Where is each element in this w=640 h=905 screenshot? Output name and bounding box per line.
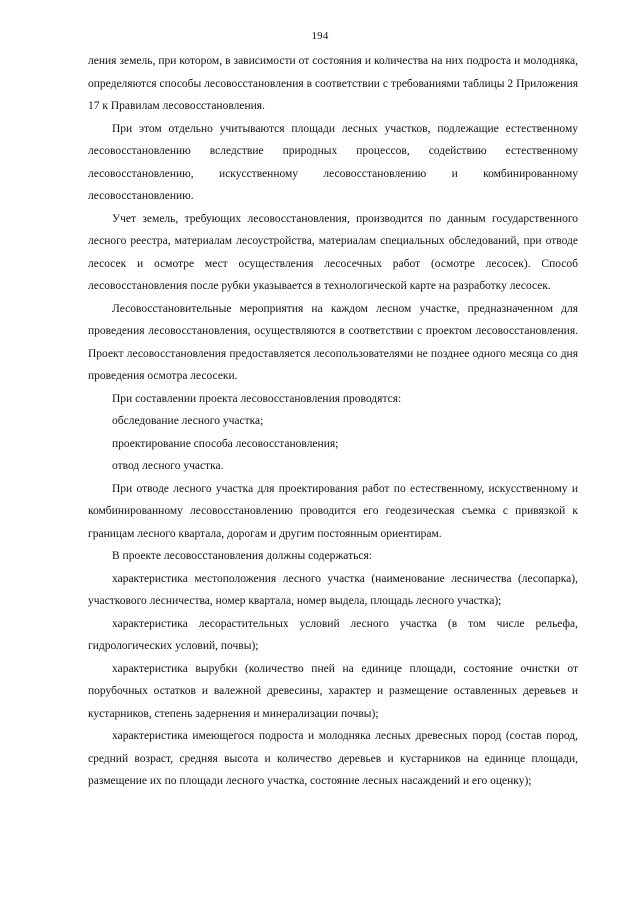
list-item: характеристика лесорастительных условий лесного участка (в том числе рельефа, гидрологических условий, почвы); [88,617,578,652]
paragraph: Лесовосстановительные мероприятия на каждом лесном участке, предназначенном для проведения лесовосстановления, осуществляются в соответствии с проектом лесовосстановления. Проект лесовосстановления предоставляется лесопользователями не позднее одного месяца со дня проведения осмотра лесосеки. [88,302,578,382]
paragraph: При этом отдельно учитываются площади лесных участков, подлежащие естественному лесовосстановлению вследствие природных процессов, содействию естественному лесовосстановлению, искусственному лесовосстановлению и комбинированному лесовосстановлению. [88,122,578,202]
list-item: обследование лесного участка; [112,415,264,427]
list-item: проектирование способа лесовосстановления; [112,437,339,450]
paragraph: Учет земель, требующих лесовосстановления, производится по данным государственного лесного реестра, материалам лесоустройства, материалам специальных обследований, при отводе лесосек и осмотре мест осуществления лесосечных работ (осмотре лесосек). Способ лесовосстановления после рубки указывается в технологической карте на разработку лесосек. [88,212,578,292]
list-item: отвод лесного участка. [112,460,224,472]
list-item: характеристика вырубки (количество пней на единице площади, состояние очистки от порубочных остатков и валежной древесины, характер и размещение оставленных деревьев и кустарников, степень задернения и минерализации почвы); [88,662,578,720]
paragraph: ления земель, при котором, в зависимости от состояния и количества на них подроста и молодняка, определяются способы лесовосстановления в соответствии с требованиями таблицы 2 Приложения 17 к Правилам лесовосстановления. [88,55,578,112]
paragraph: При составлении проекта лесовосстановления проводятся: [112,392,402,405]
paragraph: В проекте лесовосстановления должны содержаться: [112,550,372,562]
paragraph: При отводе лесного участка для проектирования работ по естественному, искусственному и комбинированному лесовосстановлению проводится его геодезическая съемка с привязкой к границам лесного квартала, дорогам и другим постоянным ориентирам. [88,482,578,540]
page-number: 194 [311,30,329,42]
list-item: характеристика имеющегося подроста и молодняка лесных древесных пород (состав пород, средний возраст, средняя высота и количество деревьев и кустарников на единице площади, размещение их по площади лесного участка, состояние лесных насаждений и его оценку); [88,730,578,787]
document-body [88,50,578,793]
list-item: характеристика местоположения лесного участка (наименование лесничества (лесопарка), участкового лесничества, номер квартала, номер выдела, площадь лесного участка); [88,572,578,607]
